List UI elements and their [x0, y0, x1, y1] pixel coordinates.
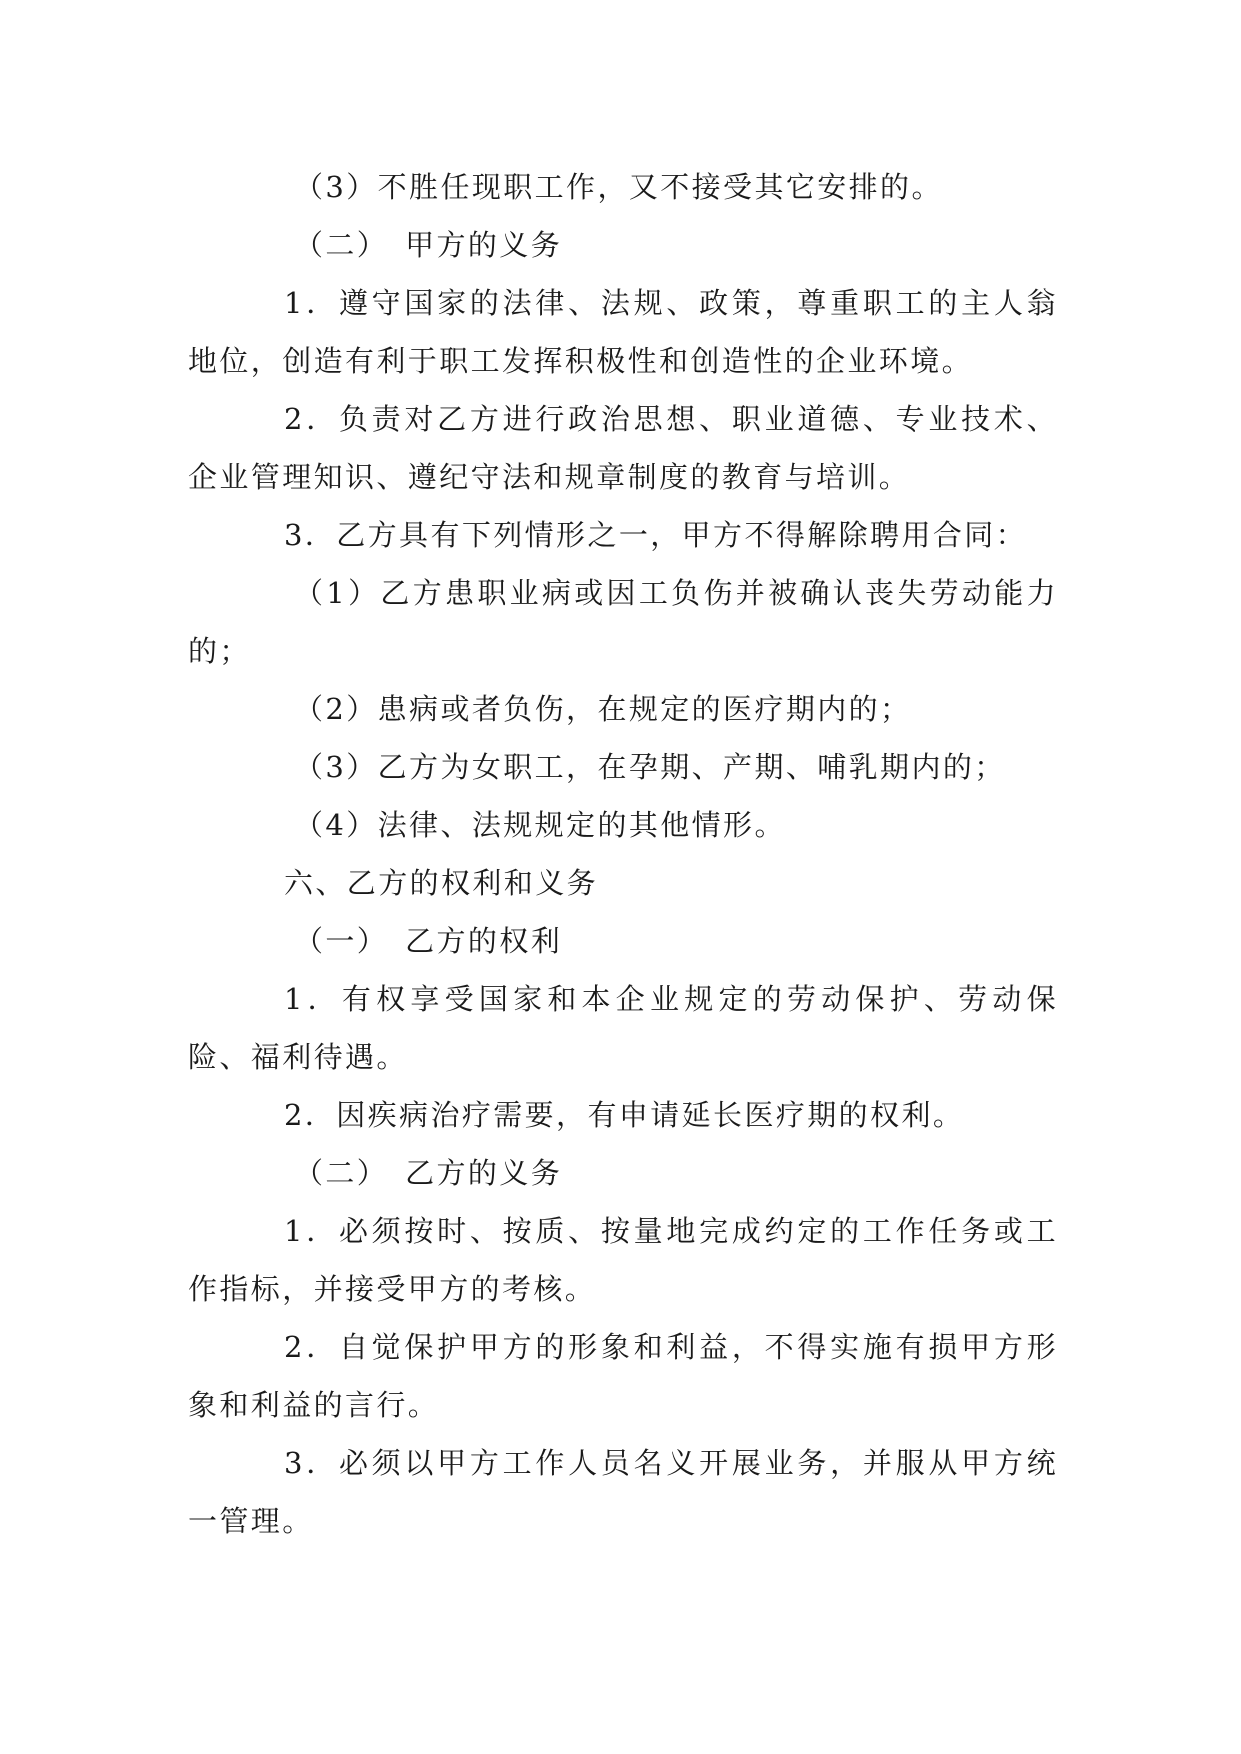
paragraph-case-3-female-worker: （3）乙方为女职工，在孕期、产期、哺乳期内的；	[294, 750, 1006, 784]
paragraph-party-b-right-1: 1．有权享受国家和本企业规定的劳动保护、劳动保险、福利待遇。	[188, 982, 1058, 1074]
paragraph-party-b-right-2: 2．因疾病治疗需要，有申请延长医疗期的权利。	[284, 1098, 965, 1132]
paragraph-party-a-obligation-3: 3．乙方具有下列情形之一，甲方不得解除聘用合同：	[284, 518, 1028, 552]
heading-section-6-party-b: 六、乙方的权利和义务	[284, 866, 599, 900]
paragraph-case-4-other: （4）法律、法规规定的其他情形。	[294, 808, 786, 842]
paragraph-case-1-occupational-disease: （1）乙方患职业病或因工负伤并被确认丧失劳动能力的；	[188, 576, 1058, 668]
document-body	[188, 158, 1058, 1550]
paragraph-party-b-obligation-2: 2．自觉保护甲方的形象和利益，不得实施有损甲方形象和利益的言行。	[188, 1330, 1058, 1422]
paragraph-clause-3-incompetent: （3）不胜任现职工作，又不接受其它安排的。	[294, 170, 943, 204]
paragraph-party-a-obligation-1: 1．遵守国家的法律、法规、政策，尊重职工的主人翁地位，创造有利于职工发挥积极性和创造性的企业环境。	[188, 286, 1058, 378]
heading-party-b-obligations: （二） 乙方的义务	[294, 1156, 563, 1190]
paragraph-case-2-medical-period: （2）患病或者负伤，在规定的医疗期内的；	[294, 692, 912, 726]
paragraph-party-a-obligation-2: 2．负责对乙方进行政治思想、职业道德、专业技术、企业管理知识、遵纪守法和规章制度的教育与培训。	[188, 402, 1058, 494]
heading-party-a-obligations: （二） 甲方的义务	[294, 228, 563, 262]
heading-party-b-rights: （一） 乙方的权利	[294, 924, 563, 958]
paragraph-party-b-obligation-1: 1．必须按时、按质、按量地完成约定的工作任务或工作指标，并接受甲方的考核。	[188, 1214, 1058, 1306]
paragraph-party-b-obligation-3: 3．必须以甲方工作人员名义开展业务，并服从甲方统一管理。	[188, 1446, 1058, 1538]
